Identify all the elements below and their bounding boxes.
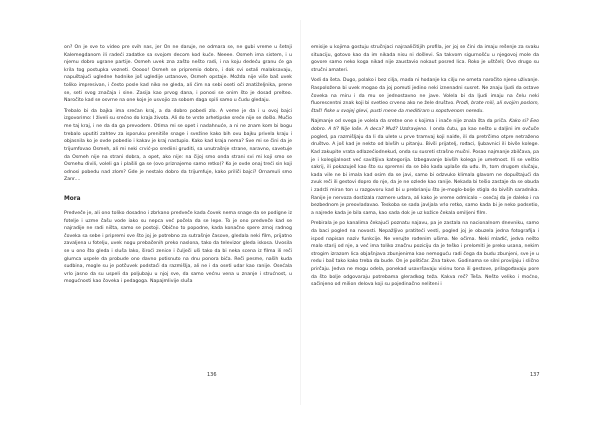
right-paragraph-3-rest: I onda ćutu, pa kao nešto u daljini im ovčuče pogled, pa razmišljaju da li da ulete u prve tramvaj koji naiđe, ili da pretrčimo otpre netraženo društvo. A još kad je nekto od bivših u pitanju. Bivši prijatelj, rođaci, ljubavnici ili bivše kolege. Kad zakupite vrata odlazećiodnekud, onda su susreti strašno mučni. Posao najmanje zbilčava, pa je i kolegijalnost već savitljiva kategorija. Izbegavanje bivših kolega je umetnost. Ili se veštio sakrij, ili pokazuješ kao što su spremni da se bilo kada uplaše da uđu. Ih, tom drugom slučaju, kada vile ne bi imala kad osim da se javi, samo bi odzvuko klimala glavom ne dopuštajući da zvuk reči ili gestovi dopro do nje, da je ne ozlede kao ranije. Nekada bi tešio zastaje da se obuda i zadrži miran ton u razgovoru kad bi u prebrianju što je-moglo-bolje stigla do bivših saradnika. Ranije je nervoza dostizala razmere udara, ali kako je vreme odmicalo – osećaj da je daleko i na bezbednom je preovladavao. Teskoba se sada javljala vrlo retko, samo kada bi je neko podsetio, a najrede kada je bila sama, kao sada dok je uz kožice čekala omiljeni film. bbox=[311, 127, 540, 216]
page-gutter bbox=[300, 20, 301, 405]
left-page bbox=[64, 44, 292, 404]
left-page-text bbox=[64, 44, 292, 289]
right-page-text bbox=[311, 44, 539, 292]
right-paragraph-3-italic: Kako si? Eeo dobro. A ti? Nije loše. A deca? Muž? Uzdravjeno. bbox=[311, 119, 539, 133]
page-number-left: 136 bbox=[207, 372, 217, 378]
right-paragraph-2 bbox=[311, 77, 539, 115]
left-paragraph-2: Trebalo bi da bajka ima srećan kraj, a da dobro pobedi zlo. A veme je da i u ovoj bajci izgovorimo: I živeli su srećno do kraja života. Ali do te vrste arhetipske sreće nije se došlo. Mučio me taj kraj, i ne da da ga prevodem. Otima mi se opet i nadahnuće, a ni ne znam kom bi bogu trebalo uputiti zahtev za isporuku prenitiše snage i svežine kako bih ovu bajku privela kraju i objasnila ko je ovde pobedio i kakav je kraj nastupio. Kako kad kraja nema? Sve mi se čini da je trijumfovao Osmeh, ali mi neki crvić-po srediini gruditi, sa unutrašnje strane, naravno, savetuje da Osmeh nije na strani dobra, a opet, ako nije: na čijoj smo onda strani svi mi koji smo se Osmehu divili, voleli ga i plašili ga se (ovo priznajemo samo retko)? Ko je ovde onaj treći sin koji odnosi pobedu nad zlom? Gde je nestalo dobro da trijumfuje, kako priliči bajci? Ornamuli smo Zanr.... bbox=[64, 108, 292, 183]
right-paragraph-3 bbox=[311, 118, 539, 217]
page-number-right: 137 bbox=[530, 372, 540, 378]
right-paragraph-2-italic: Prođi, brate mili, ali svojim poslom, štaš! fiske u svojej glevi, pusti mene da meditiram u sopstvenom neredu. bbox=[311, 101, 540, 114]
left-paragraph-1: on? On je sve to video pre svih nas, jer On ne daruje, ne odmara se, ne gubi vreme u šetnji Kalemegdanom ili radeći zadatke sa svojom decom kod kuće. Neeee. Osmeh ima sistem, i u njemu dobro ugrane partije. Osmeh uvek zna zašto nešto radi, i na koju dedeću granu će ga krila tog postupka vezneti. Ooooo! Osmeh se pripremio dobro, i dok svi ostali malaksavaju, napuštajući ugledne hodnike još ugledije ustanove, Osmeh opstaje. Možda nije više baš uvek toliko impresivan, i često posle kad niko ne gleda, ali ćim na sebi oseti oči znatiželjnika, prene se, seti svog značaja i sine. Zasija kao prvog dana, i ponosi se onim što je dosad prelteo. Naročito kad se osvrne na one koje je usvojio za sobom daga spili samo u čudu gledaju. bbox=[64, 45, 292, 104]
right-paragraph-3-text: Najmanje od svega je volela da sretne one s kojima i inače nije znala šta da priča. bbox=[311, 119, 508, 125]
right-paragraph-4: Prebirala je po kanalima čekajući poznatu najavu, pa je zastala na nacionalnom dnevniku, samo da baci pogled na novosti. Nepažljivo pratiteći vesti, pogled joj je obuzela jedna fotografija i ispod napisan naziv funkcije. Ne verujte rođenim ušima. Ne očima. Neki mlađić, jedva nešto malo starij od nje, a već ima toliko značnu poziciju da je teško i prelomiti je preko usana, nekim strogim izrazom lica objašnjava zbunjenima kao nemoguću radi čega da budu zbunjeni, sve je u redu i baš tako kako treba da bude. On je političar. Zna takve. Godinama se silni provijaju i slično prirčaju. Jedva ne mogu odela, ponekad usavršavaju visinu tona ili gestove, prilagođavaju pore da što bolje odgovaraju potrebama gleradkog teža. Kakva reč? Teša. Nešto veliko i moćno, sačinjeno od milion delova koji su pojedinačno neliteni i bbox=[311, 221, 539, 288]
right-paragraph-1: emisije u kojima gostuju stručnjaci najraaličitijih profila, jer joj se čini da imaju rešenje za svaku situaciju, gotovo kao da im nikada nisu ni došlevi. Sa takvom sigurnošću u njegovoj mole da govore samo neko koga nikad nije zaustavio nokaut posred lica. Roko je uštčeli; Ovo drugo su stručni amateri. bbox=[311, 45, 539, 73]
chapter-heading: Mora bbox=[64, 195, 81, 202]
left-paragraph-3: Predveče je, ali ono toliko dosadno i zbrkano predveče kada čovek nema snage da se podigne iz fotelje i uzme čašu vode iako su nepca već počela da se lepe. To je ono predveče kad se najradije ne radi ništa, samo se postoji. Obično to popodne, kada konačno spere zrnoj radnog čoveka sa sebe i pripremi sve što joj je potrebno za sutrašnje časove, gledala neki film, prijatno zavaljena u fotelju, uvek nogu prebačenih preko naslona, tako da televizor gleda iskosa. Uvosila se u ono što gleda i sluša lako, široći zenice i čulječi uši tako da bi neka scena iz filma ili reči glumca uspele da probude ono davno potisnuto na dnu ponora bića. Reči pesme, naših kuda sudbina, mogle su je potčuvek podstaći da razmišlja, ali ne i da oseti udar kao ranije. Osećala vrlo jasno da su uspeli da poljubaju u njoj sve, da samo većnu vena u znanje i strućnost, u mogućnosti kao čoveka i pedagoga. Napajmlivije sluša bbox=[64, 210, 292, 285]
right-page bbox=[311, 44, 539, 404]
right-paragraph-2-text: Vodi da šeta. Dugo, polako i bez cilja, mada ni hodanje ka cilju ne ometa naročito njeno uživanje. Raspoložena bi uvek mogao da joj pomuti jedino neki iznenadni susret. Ne znaju ljudi da ostave čoveka na miru i da mu se jednostavno ne jave. Volela bi da ljudi imaju na čelu neki fluorescentni znak koji bi svetleo crveno ako ne žele društvo. bbox=[311, 78, 539, 107]
